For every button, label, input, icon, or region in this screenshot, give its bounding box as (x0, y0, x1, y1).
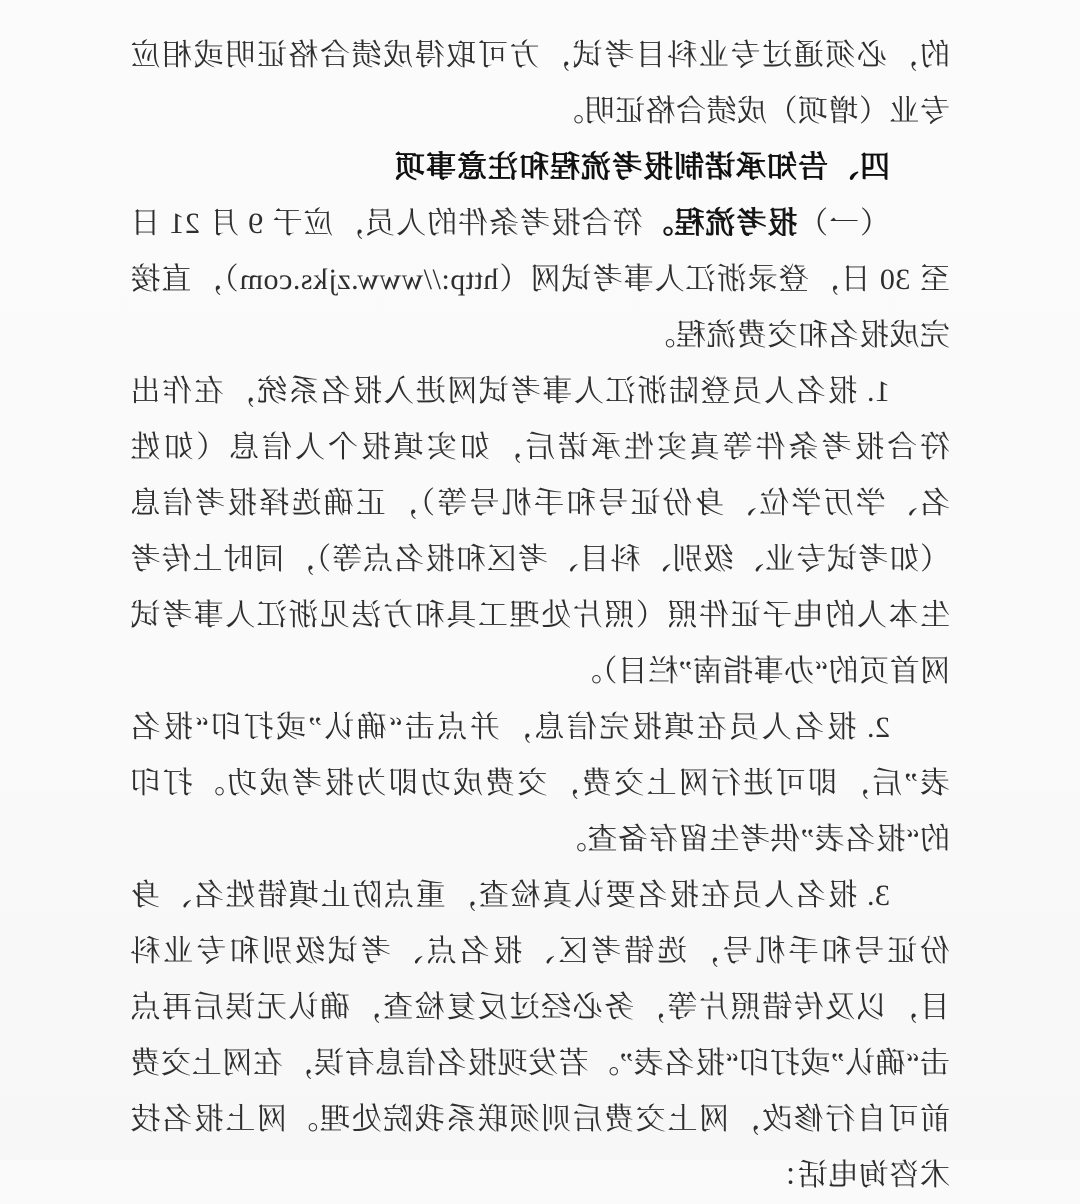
registration-process-text: 符合报考条件的人员，应于 9 月 21 日至 30 日，登录浙江人事考试网（ (129, 207, 950, 296)
paragraph-continued-from-previous-page: 的，必须通过专业科目考试，方可取得成绩合格证明或相应专业（增项）成绩合格证明。 (130, 39, 950, 128)
paragraph-step-2: 2. 报名人员在填报完信息，并点击“确认”或打印“报名表”后，即可进行网上交费，交费成功即为报考成功。打印的“报名表”供考生留存备查。 (130, 711, 950, 856)
subsection-number: （一） (797, 207, 890, 240)
paragraph-registration-process (130, 196, 950, 364)
registration-process-text-end: ），直接完成报名和交费流程。 (129, 263, 950, 352)
paragraph-step-3: 3. 报名人员在报名要认真检查，重点防止填错姓名、身份证号和手机号，选错考区、报名点、考试级别和专业科目，以及传错照片等，务必经过反复检查，确认无误后再点击“确认”或打印“报名表”。若发现报名信息有误，在网上交费前可自行修改，网上交费后则须联系我院处理。网上报名技术咨询电话： (130, 879, 950, 1192)
document-body (130, 0, 950, 1204)
section-heading: 四、告知承诺制报考流程和注意事项 (394, 151, 890, 184)
exam-website-url: http://www.zjks.com (239, 263, 499, 296)
paragraph-step-1: 1. 报名人员登陆浙江人事考试网进入报名系统，在作出符合报考条件等真实性承诺后，如实填报个人信息（如姓名、学历学位、身份证号和手机号等），正确选择报考信息（如考试专业、级别、科目、考区和报名点等），同时上传考生本人的电子证件照（照片处理工具和方法见浙江人事考试网首页的“办事指南”栏目）。 (130, 375, 950, 688)
subsection-title-bold: 报考流程。 (642, 207, 798, 240)
